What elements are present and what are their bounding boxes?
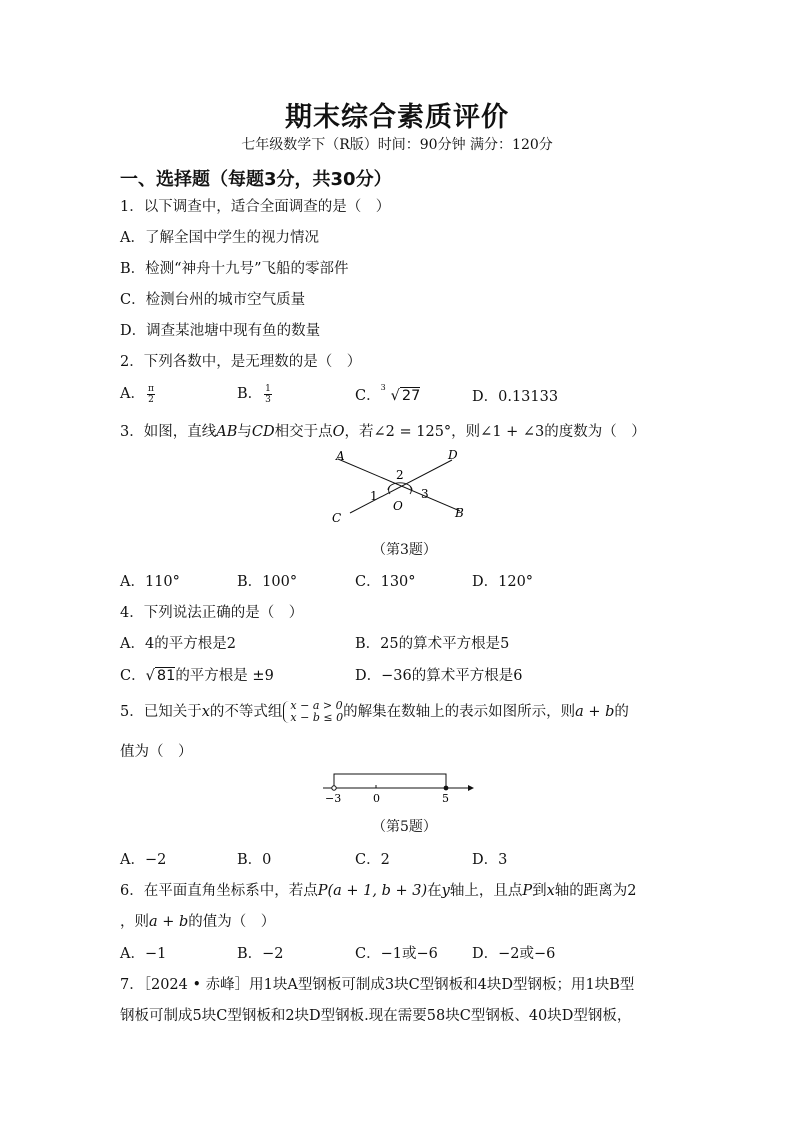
q2-c-radicand: 27 <box>401 388 421 404</box>
q6-stem-line1 <box>120 879 637 900</box>
q6-mid3: 到 <box>532 883 547 899</box>
q6-mid: 在 <box>427 883 442 899</box>
q2-b-denominator: 3 <box>265 394 271 405</box>
q5-stem-line2: 值为（ ） <box>120 744 193 760</box>
q6-line2-pre: ，则 <box>120 914 149 930</box>
q4-c-rest: 的平方根是 ±9 <box>175 668 274 684</box>
angle-2-label: 2 <box>396 468 404 482</box>
q1-option-d: D．调查某池塘中现有鱼的数量 <box>120 323 321 339</box>
q1-stem: 1．以下调查中，适合全面调查的是（ ） <box>120 199 391 215</box>
q5-caption: （第5题） <box>372 819 437 835</box>
q2-option-c <box>355 384 420 405</box>
angle-3-label: 3 <box>421 487 429 501</box>
q6-a-plus-b: a + b <box>149 914 189 930</box>
q2-a-numerator: π <box>147 383 154 394</box>
q1-option-c: C．检测台州的城市空气质量 <box>120 292 306 308</box>
q4-option-d: D．−36的算术平方根是6 <box>355 668 523 684</box>
q5-option-d: D．3 <box>472 852 508 868</box>
q4-c-label: C． <box>120 668 146 684</box>
open-point-minus3 <box>332 786 336 790</box>
q3-point-o: O <box>332 424 345 440</box>
q6-option-a: A．−1 <box>120 946 167 962</box>
q2-option-d: D．0.13133 <box>472 389 559 405</box>
q5-inequality-1: x − a > 0 <box>290 699 343 712</box>
q5-a-plus-b: a + b <box>575 704 615 720</box>
q6-option-d: D．−2或−6 <box>472 946 556 962</box>
solution-set-bracket <box>334 774 446 788</box>
q6-post: 轴的距离为2 <box>554 883 637 899</box>
q3-option-a: A．110° <box>120 574 180 590</box>
q4-stem: 4．下列说法正确的是（ ） <box>120 605 304 621</box>
q5-option-c: C．2 <box>355 852 390 868</box>
q2-option-a <box>120 382 155 405</box>
q7-stem-line1: 7．［2024 • 赤峰］用1块A型钢板可制成3块C型钢板和4块D型钢板；用1块B型 <box>120 977 635 993</box>
q3-with: 与 <box>237 424 252 440</box>
q3-option-c: C．130° <box>355 574 416 590</box>
label-o: O <box>393 499 403 513</box>
q2-b-label: B． <box>237 386 263 402</box>
q5-stem-de: 的 <box>614 704 629 720</box>
axis-arrow <box>468 785 474 791</box>
q4-option-b: B．25的算术平方根是5 <box>355 636 510 652</box>
label-d: D <box>448 448 458 462</box>
q3-line-ab: AB <box>216 424 238 440</box>
q7-stem-line2: 钢板可制成5块C型钢板和2块D型钢板.现在需要58块C型钢板、40块D型钢板， <box>120 1008 632 1024</box>
q2-a-fraction <box>147 384 155 405</box>
q5-option-b: B．0 <box>237 852 272 868</box>
q2-option-b <box>237 382 272 405</box>
q2-c-cube-root: 3 √ 27 <box>380 383 421 404</box>
q6-pre: 6．在平面直角坐标系中，若点 <box>120 883 318 899</box>
q3-stem <box>120 420 646 441</box>
closed-point-five <box>444 786 449 791</box>
q1-option-b: B．检测“神舟十九号”飞船的零部件 <box>120 261 349 277</box>
angle-1-label: 1 <box>370 489 378 503</box>
q2-b-fraction <box>264 384 272 405</box>
q5-inequality-system <box>282 700 343 724</box>
q4-c-radicand: 81 <box>156 668 176 684</box>
q6-line2-post: 的值为（ ） <box>188 914 276 930</box>
label-zero: 0 <box>373 792 380 805</box>
q6-stem-line2 <box>120 910 275 931</box>
q5-number-line <box>318 770 478 810</box>
q5-var-x: x <box>201 704 210 720</box>
q5-inequality-2: x − b ≤ 0 <box>290 711 344 724</box>
q6-mid2: 轴上，且点 <box>449 883 523 899</box>
q3-option-d: D．120° <box>472 574 534 590</box>
q3-mid: 相交于点 <box>274 424 333 440</box>
label-a: A <box>336 449 345 463</box>
q3-caption: （第3题） <box>372 542 437 558</box>
q6-option-c: C．−1或−6 <box>355 946 438 962</box>
q5-stem-post: 的解集在数轴上的表示如图所示，则 <box>343 704 576 720</box>
q3-line-cd: CD <box>251 424 275 440</box>
q2-a-denominator: 2 <box>148 394 154 405</box>
q3-figure <box>320 446 480 530</box>
q6-point-p: P <box>522 883 533 899</box>
q3-option-b: B．100° <box>237 574 298 590</box>
q4-c-sqrt: √ 81 <box>145 668 176 684</box>
q6-option-b: B．−2 <box>237 946 284 962</box>
q3-condition: ，若∠2 = 125°，则∠1 + ∠3的度数为（ ） <box>344 424 646 440</box>
q2-c-label: C． <box>355 388 381 404</box>
q5-stem <box>120 700 629 724</box>
page-subtitle: 七年级数学下（R版）时间：90分钟 满分：120分 <box>241 137 553 153</box>
q4-option-c <box>120 664 274 685</box>
q2-b-numerator: 1 <box>265 383 271 394</box>
q4-option-a: A．4的平方根是2 <box>120 636 236 652</box>
label-c: C <box>332 511 342 525</box>
q5-option-a: A．−2 <box>120 852 167 868</box>
q5-stem-pre: 5．已知关于 <box>120 704 202 720</box>
q6-point: P(a + 1, b + 3) <box>317 883 428 899</box>
page-title: 期末综合素质评价 <box>285 102 509 133</box>
q6-var-y: y <box>441 883 450 899</box>
label-minus3: −3 <box>325 792 342 805</box>
q2-c-root-index: 3 <box>380 383 386 392</box>
section-heading: 一、选择题（每题3分，共30分） <box>120 169 392 190</box>
q3-stem-pre: 3．如图，直线 <box>120 424 217 440</box>
q1-option-a: A．了解全国中学生的视力情况 <box>120 230 319 246</box>
q5-stem-mid: 的不等式组 <box>209 704 283 720</box>
label-b: B <box>455 506 464 520</box>
q6-var-x: x <box>546 883 555 899</box>
q2-stem: 2．下列各数中，是无理数的是（ ） <box>120 354 362 370</box>
label-five: 5 <box>442 792 449 805</box>
q2-a-label: A． <box>120 386 145 402</box>
